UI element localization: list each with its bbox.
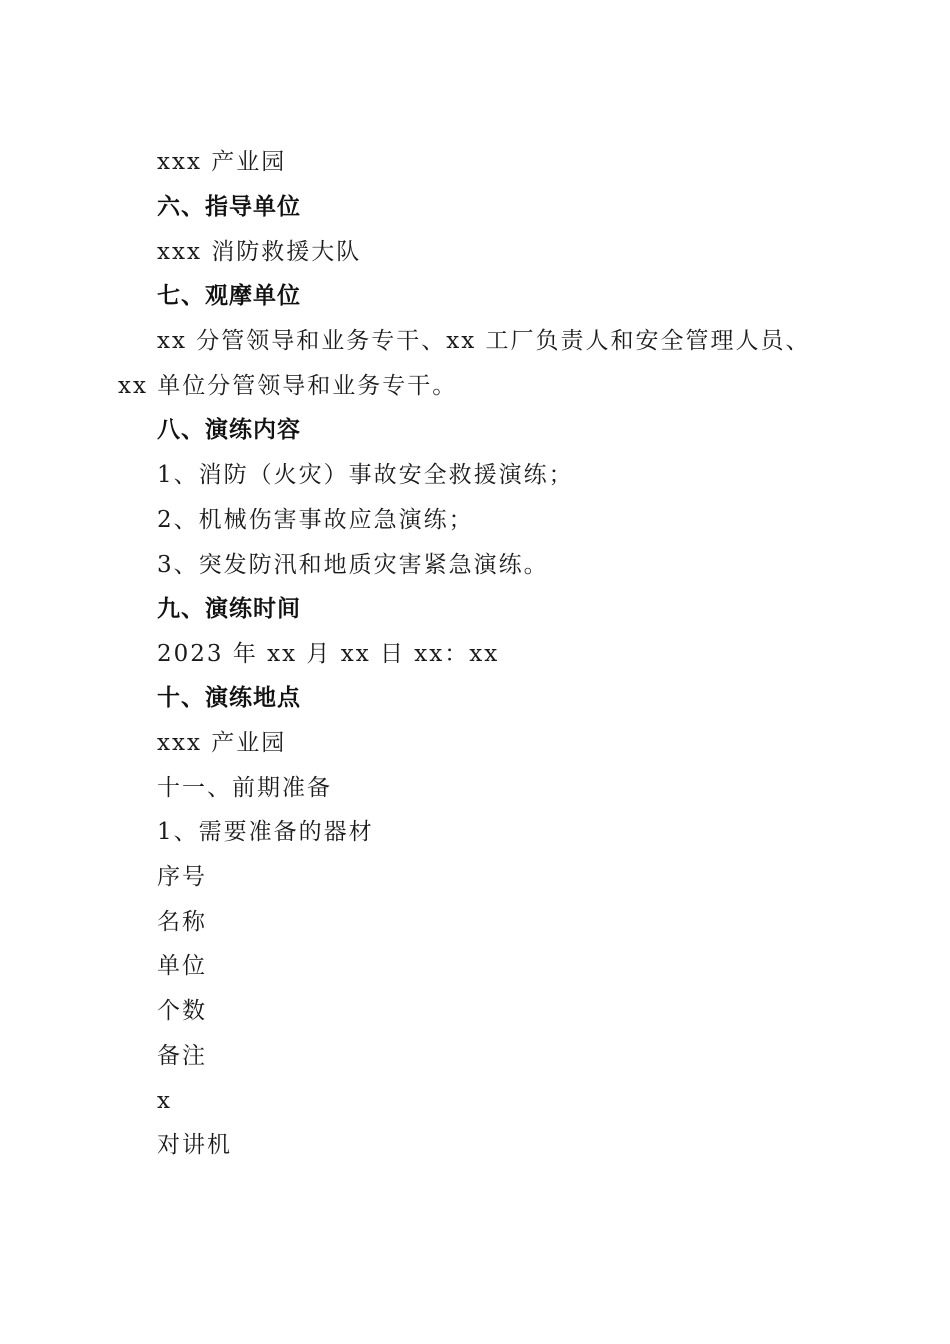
table-cell: 序号 xyxy=(157,864,207,890)
list-item: 2、机械伤害事故应急演练； xyxy=(157,507,474,533)
body-text: xxx 消防救援大队 xyxy=(157,239,362,265)
section-heading: 十、演练地点 xyxy=(157,685,301,711)
section-heading-plain: 十一、前期准备 xyxy=(157,775,332,801)
table-cell: x xyxy=(157,1088,172,1114)
body-text: 2023 年 xx 月 xx 日 xx：xx xyxy=(157,641,500,667)
list-item: 1、需要准备的器材 xyxy=(157,819,374,845)
body-text: xxx 产业园 xyxy=(157,149,287,175)
body-text: xxx 产业园 xyxy=(157,730,287,756)
table-cell: 备注 xyxy=(157,1043,207,1069)
table-cell: 个数 xyxy=(157,998,207,1024)
table-cell: 单位 xyxy=(157,953,207,979)
list-item: 3、突发防汛和地质灾害紧急演练。 xyxy=(157,552,549,578)
body-text-continuation: xx 单位分管领导和业务专干。 xyxy=(118,373,458,399)
section-heading: 六、指导单位 xyxy=(157,194,301,220)
body-text: xx 分管领导和业务专干、xx 工厂负责人和安全管理人员、 xyxy=(157,328,811,354)
table-cell: 名称 xyxy=(157,909,207,935)
section-heading: 九、演练时间 xyxy=(157,596,301,622)
list-item: 1、消防（火灾）事故安全救援演练； xyxy=(157,462,574,488)
table-cell: 对讲机 xyxy=(157,1132,232,1158)
section-heading: 七、观摩单位 xyxy=(157,283,301,309)
section-heading: 八、演练内容 xyxy=(157,417,301,443)
